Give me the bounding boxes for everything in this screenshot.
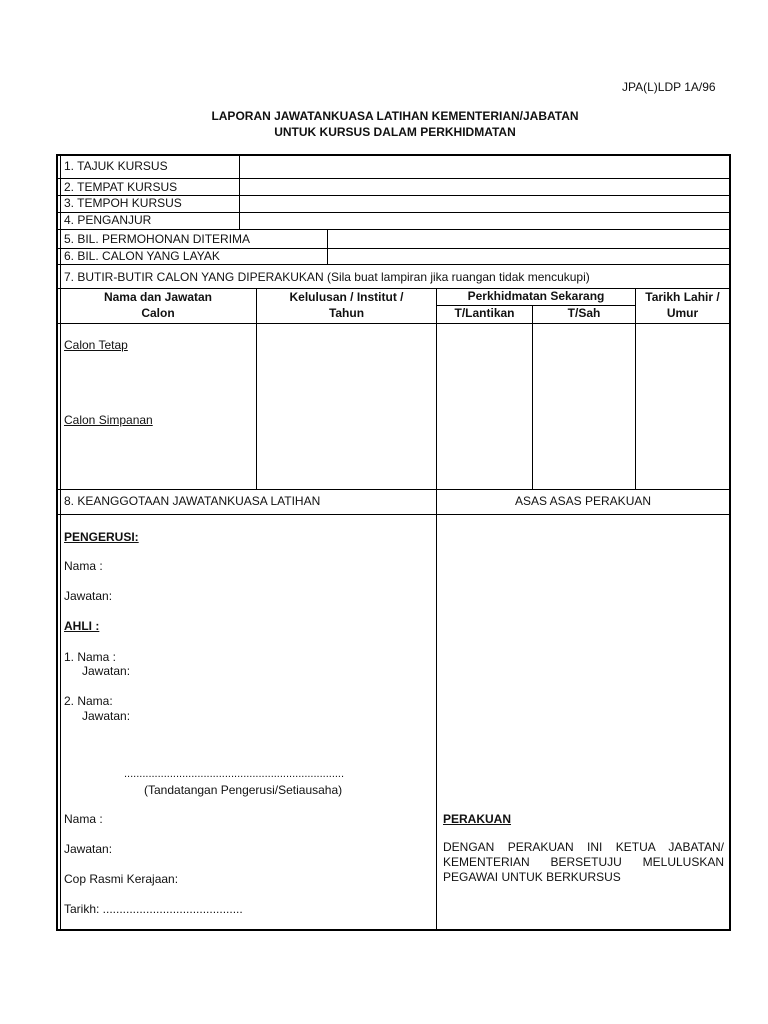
row-butir-calon: 7. BUTIR-BUTIR CALON YANG DIPERAKUKAN (Sila buat lampiran jika ruangan tidak mencukupi) [64, 270, 590, 284]
ahli2-nama: 2. Nama: [64, 694, 113, 708]
col-divider [239, 156, 240, 229]
perakuan-line2: KEMENTERIAN BERSETUJU MELULUSKAN [443, 855, 724, 869]
col-divider [436, 288, 437, 929]
col-nama-header-l2: Calon [141, 306, 175, 320]
cop-rasmi: Cop Rasmi Kerajaan: [64, 872, 179, 886]
pengerusi-heading: PENGERUSI: [64, 530, 139, 544]
col-tsah-header: T/Sah [567, 306, 601, 320]
col-divider [532, 305, 533, 489]
col-kelulusan-header-l1: Kelulusan / Institut / [289, 290, 404, 304]
perakuan-heading: PERAKUAN [443, 812, 512, 826]
ahli1-jawatan: Jawatan: [82, 664, 131, 678]
row-tajuk-kursus: 1. TAJUK KURSUS [64, 159, 168, 173]
signer-jawatan: Jawatan: [64, 842, 113, 856]
row-divider [58, 178, 729, 179]
signature-line: ........................................................................ [124, 768, 345, 780]
col-perkhidmatan-header: Perkhidmatan Sekarang [467, 289, 605, 303]
signer-nama: Nama : [64, 812, 103, 826]
calon-simpanan-label: Calon Simpanan [64, 413, 153, 427]
col-tarikh-lahir-header-l1: Tarikh Lahir / [645, 290, 720, 304]
ahli-heading: AHLI : [64, 619, 100, 633]
form-code: JPA(L)LDP 1A/96 [622, 80, 716, 94]
row-bil-permohonan: 5. BIL. PERMOHONAN DITERIMA [64, 232, 251, 246]
pengerusi-jawatan: Jawatan: [64, 589, 113, 603]
col-tlantikan-header: T/Lantikan [454, 306, 515, 320]
col-divider [327, 229, 328, 264]
section8-asas-perakuan: ASAS ASAS PERAKUAN [514, 494, 652, 508]
perakuan-line3: PEGAWAI UNTUK BERKURSUS [443, 870, 621, 884]
tarikh-field: Tarikh: .......................................... [64, 902, 243, 916]
row-divider [58, 514, 729, 515]
ahli1-nama: 1. Nama : [64, 650, 117, 664]
row-divider [58, 212, 729, 213]
ahli2-jawatan: Jawatan: [82, 709, 131, 723]
calon-tetap-label: Calon Tetap [64, 338, 128, 352]
form-table [56, 154, 731, 931]
inner-border [60, 156, 61, 929]
row-bil-calon: 6. BIL. CALON YANG LAYAK [64, 249, 220, 263]
row-divider [58, 264, 729, 265]
row-divider [58, 489, 729, 490]
form-title-line1: LAPORAN JAWATANKUASA LATIHAN KEMENTERIAN/JABATAN [211, 109, 579, 123]
perakuan-line1: DENGAN PERAKUAN INI KETUA JABATAN/ [443, 840, 724, 854]
row-penganjur: 4. PENGANJUR [64, 213, 152, 227]
signature-label: (Tandatangan Pengerusi/Setiausaha) [144, 783, 343, 797]
col-kelulusan-header-l2: Tahun [328, 306, 365, 320]
form-title-line2: UNTUK KURSUS DALAM PERKHIDMATAN [274, 125, 516, 139]
row-tempat-kursus: 2. TEMPAT KURSUS [64, 180, 178, 194]
pengerusi-nama: Nama : [64, 559, 103, 573]
row-tempoh-kursus: 3. TEMPOH KURSUS [64, 196, 182, 210]
row-divider [58, 323, 729, 324]
row-divider [58, 229, 729, 230]
section8-keanggotaan: 8. KEANGGOTAAN JAWATANKUASA LATIHAN [64, 494, 321, 508]
col-tarikh-lahir-header-l2: Umur [666, 306, 699, 320]
col-nama-header-l1: Nama dan Jawatan [103, 290, 213, 304]
